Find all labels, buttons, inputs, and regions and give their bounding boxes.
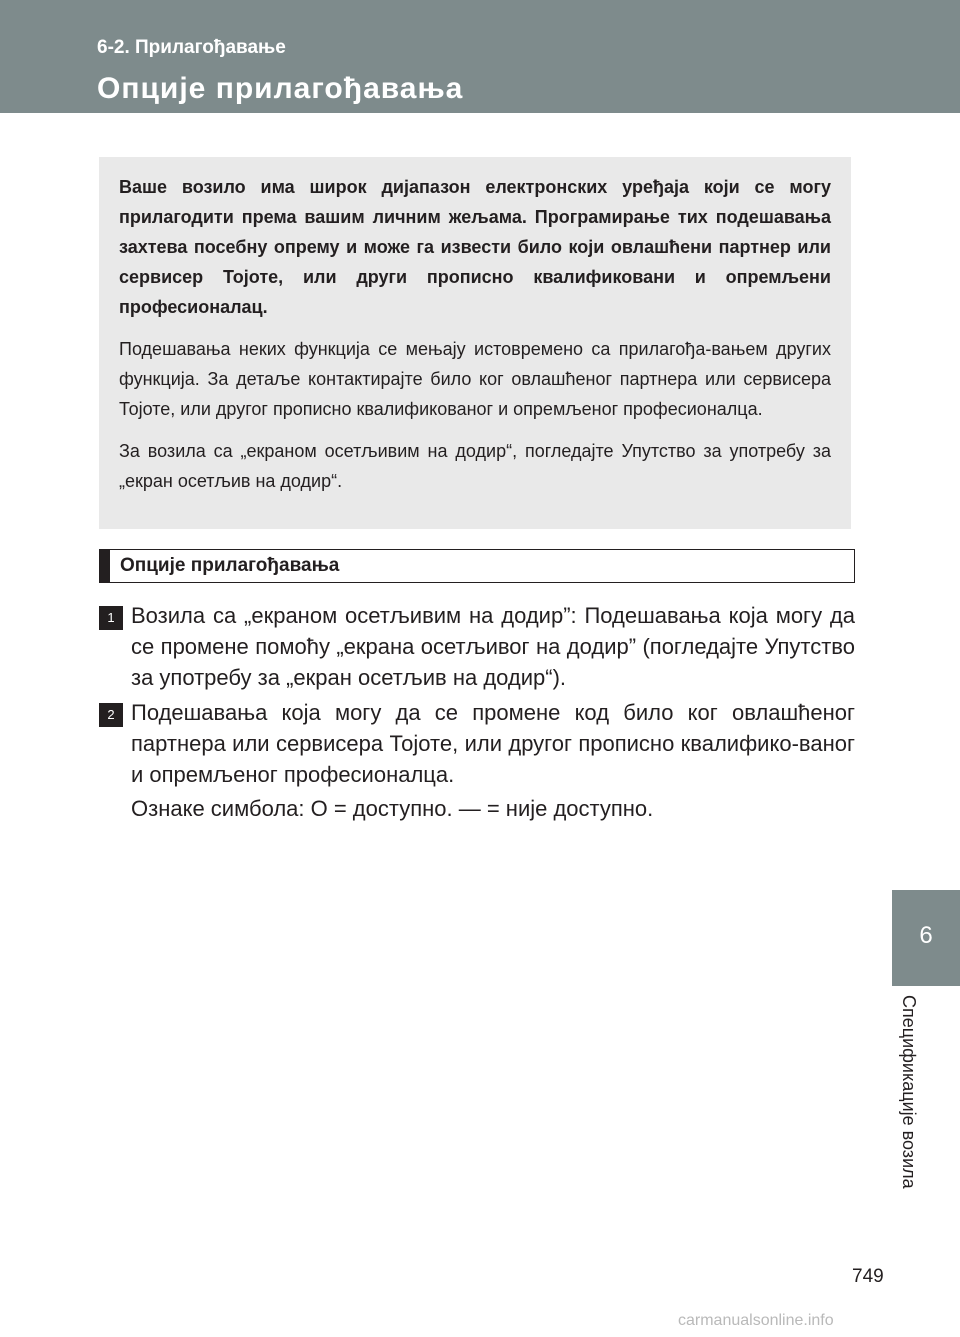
page-number: 749 [852,1266,884,1287]
chapter-label: Спецификације возила [899,995,919,1189]
section-heading [99,549,855,583]
list-item-text: Возила са „екраном осетљивим на додир”: Подешавања која могу да се промене помоћу „екрана осетљивог на додир” (погледајте Упутство за употребу за „екран осетљив на додир“). [131,603,855,690]
chapter-number: 6 [919,922,933,949]
section-heading-text: Опције прилагођавања [120,555,340,576]
item-number-badge: 1 [99,606,123,630]
watermark: carmanualsonline.info [678,1312,834,1329]
list-item-1 [99,600,855,693]
page-title: Опције прилагођавања [97,72,464,105]
intro-box [99,157,851,529]
section-label: 6-2. Прилагођавање [97,37,286,58]
list-item-text: Подешавања која могу да се промене код било ког овлашћеног партнера или сервисера Тојоте, или другог прописно квалифико-ваног и опремљеног професионалца. [131,700,855,787]
item-number-badge: 2 [99,703,123,727]
symbol-legend: Ознаке симбола: O = доступно. — = није доступно. [131,796,654,821]
chapter-tab [892,890,960,986]
intro-paragraph-2: За возила са „екраном осетљивим на додир“, погледајте Упутство за употребу за „екран осетљив на додир“. [119,441,831,491]
section-heading-bar [100,550,110,582]
intro-paragraph-1: Подешавања неких функција се мењају истовремено са прилагођа-вањем других функција. За детаље контактирајте било ког овлашћеног партнера или сервисера Тојоте, или другог прописно квалификованог и опремљеног професионалца. [119,339,831,419]
intro-bold-text: Ваше возило има широк дијапазон електронских уређаја који се могу прилагодити према вашим личним жељама. Програмирање тих подешавања захтева посебну опрему и може га извести било који овлашћени партнер или сервисер Тојоте, или други прописно квалификовани и опремљени професионалац. [119,177,831,317]
page-header [0,0,960,113]
chapter-label-wrap [898,995,926,1215]
list-item-2 [99,697,855,790]
